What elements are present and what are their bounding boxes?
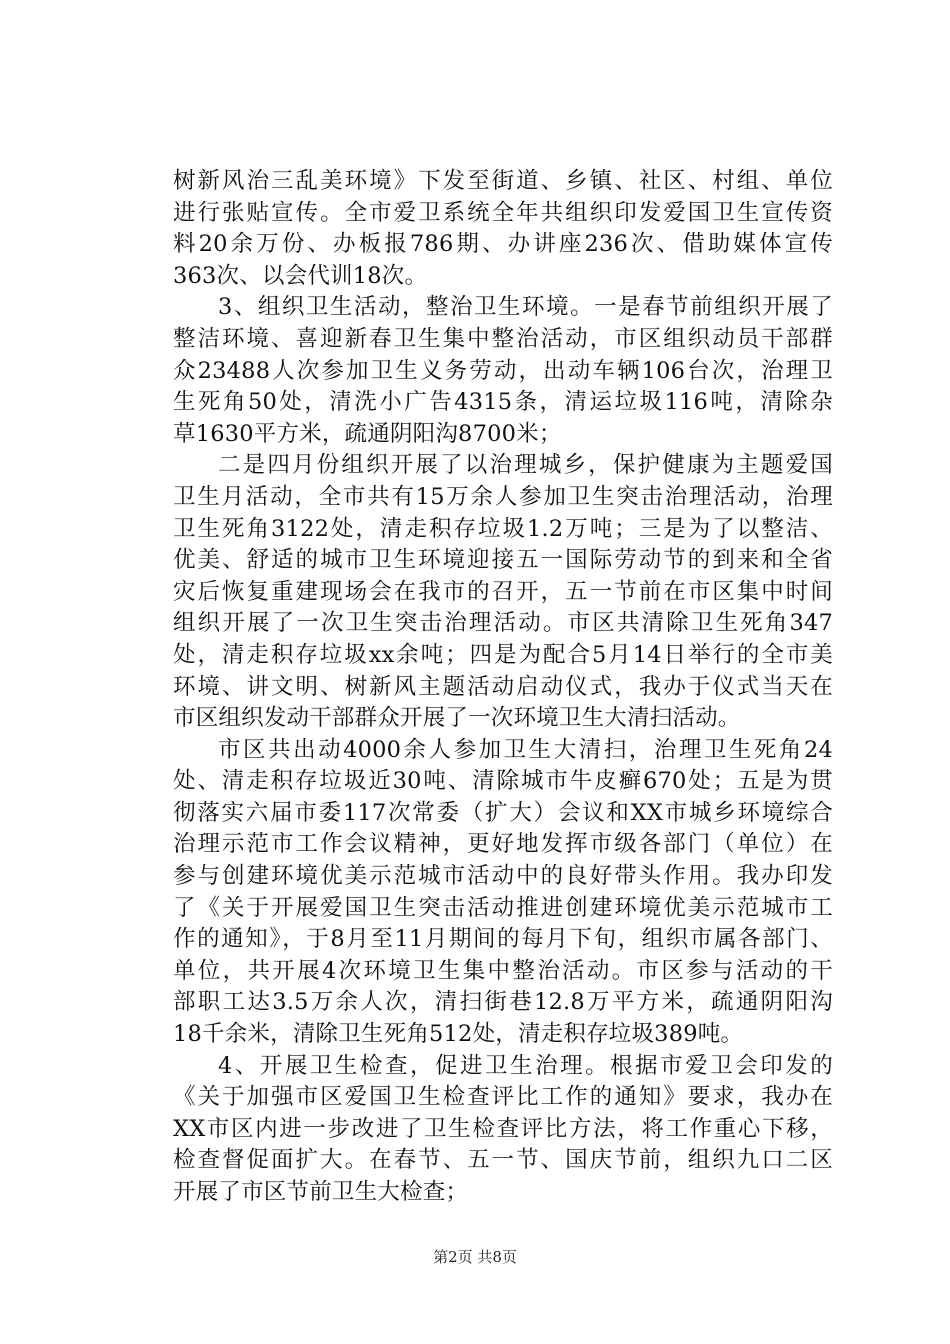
text-line: 单位，共开展4次环境卫生集中整治活动。市区参与活动的干 xyxy=(173,957,833,984)
text-line: 卫生月活动，全市共有15万余人参加卫生突击治理活动，治理 xyxy=(173,483,833,510)
text-line: 作的通知》，于8月至11月期间的每月下旬，组织市属各部门、 xyxy=(173,926,833,953)
text-line: 3、组织卫生活动，整治卫生环境。一是春节前组织开展了 xyxy=(218,294,833,321)
text-line: 4、开展卫生检查，促进卫生治理。根据市爱卫会印发的 xyxy=(218,1052,833,1079)
text-line: 检查督促面扩大。在春节、五一节、国庆节前，组织九口二区 xyxy=(173,1147,833,1174)
text-line: 环境、讲文明、树新风主题活动启动仪式，我办于仪式当天在 xyxy=(173,673,833,700)
text-line: 草1630平方米，疏通阴阳沟8700米； xyxy=(173,420,562,447)
text-line: 市区共出动4000余人参加卫生大清扫，治理卫生死角24 xyxy=(218,736,833,763)
text-line: 树新风治三乱美环境》下发至街道、乡镇、社区、村组、单位 xyxy=(173,168,833,194)
text-line: 了《关于开展爱国卫生突击活动推进创建环境优美示范城市工 xyxy=(173,894,833,921)
text-line: 组织开展了一次卫生突击治理活动。市区共清除卫生死角347 xyxy=(173,610,833,637)
text-line: 市区组织发动干部群众开展了一次环境卫生大清扫活动。 xyxy=(173,705,741,732)
text-line: 生死角50处，清洗小广告4315条，清运垃圾116吨，清除杂 xyxy=(173,389,833,416)
text-line: 参与创建环境优美示范城市活动中的良好带头作用。我办印发 xyxy=(173,863,833,890)
text-line: 彻落实六届市委117次常委（扩大）会议和XX市城乡环境综合 xyxy=(173,799,833,826)
text-line: 二是四月份组织开展了以治理城乡，保护健康为主题爱国 xyxy=(218,452,833,479)
text-line: XX市区内进一步改进了卫生检查评比方法，将工作重心下移， xyxy=(173,1115,833,1142)
text-line: 卫生死角3122处，清走积存垃圾1.2万吨；三是为了以整洁、 xyxy=(173,515,833,542)
text-line: 《关于加强市区爱国卫生检查评比工作的通知》要求，我办在 xyxy=(173,1084,833,1111)
text-line: 治理示范市工作会议精神，更好地发挥市级各部门（单位）在 xyxy=(173,831,833,858)
text-line: 进行张贴宣传。全市爱卫系统全年共组织印发爱国卫生宣传资 xyxy=(173,199,833,226)
text-line: 优美、舒适的城市卫生环境迎接五一国际劳动节的到来和全省 xyxy=(173,547,833,574)
text-line: 开展了市区节前卫生大检查； xyxy=(173,1179,469,1205)
text-line: 整洁环境、喜迎新春卫生集中整治活动，市区组织动员干部群 xyxy=(173,325,833,352)
text-line: 料20余万份、办板报786期、办讲座236次、借助媒体宣传 xyxy=(173,231,833,258)
text-line: 18千余米，清除卫生死角512处，清走积存垃圾389吨。 xyxy=(173,1021,744,1048)
text-line: 363次、以会代训18次。 xyxy=(173,262,428,289)
document-body xyxy=(173,166,833,1209)
text-line: 处、清走积存垃圾近30吨、清除城市牛皮癣670处；五是为贯 xyxy=(173,768,833,795)
text-line: 灾后恢复重建现场会在我市的召开，五一节前在市区集中时间 xyxy=(173,578,833,605)
text-line: 部职工达3.5万余人次，清扫街巷12.8万平方米，疏通阴阳沟 xyxy=(173,989,833,1016)
text-line: 处，清走积存垃圾xx余吨；四是为配合5月14日举行的全市美 xyxy=(173,641,833,668)
text-line: 众23488人次参加卫生义务劳动，出动车辆106台次，治理卫 xyxy=(173,357,833,384)
page-footer: 第2页 共8页 xyxy=(433,1248,517,1266)
